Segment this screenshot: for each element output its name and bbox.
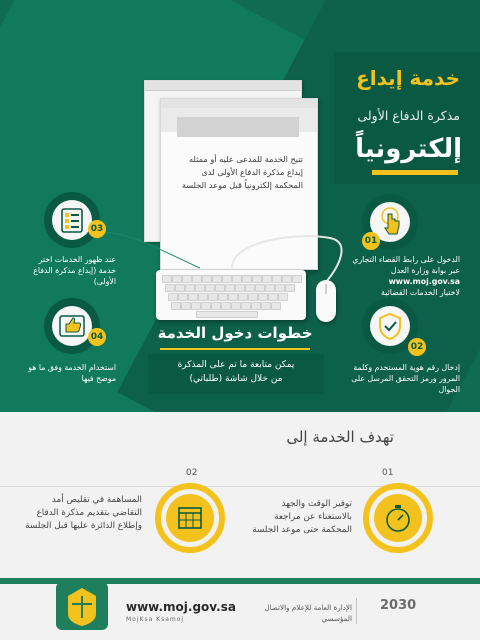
mouse: [316, 280, 336, 322]
moj-link[interactable]: www.moj.gov.sa: [388, 277, 460, 286]
step-01-description: الدخول على رابط القضاء التجاري عبر بوابة وزارة العدل: [352, 255, 460, 275]
entry-steps-text: [148, 358, 324, 386]
keyboard-key: [241, 302, 251, 310]
checklist-icon: [52, 200, 92, 240]
aim-02-number: 02: [186, 468, 198, 478]
page-title: خدمة إيداع: [356, 66, 460, 90]
keyboard-key: [251, 302, 261, 310]
keyboard-key: [165, 284, 175, 292]
step-03-inner: [52, 200, 92, 240]
keyboard-key: [245, 284, 255, 292]
keyboard-key: [171, 302, 181, 310]
keyboard-key: [181, 302, 191, 310]
keyboard-key: [261, 302, 271, 310]
keyboard-key: [275, 284, 285, 292]
keyboard-key: [285, 284, 295, 292]
aim-02-graphic: [152, 480, 228, 556]
thumbs-up-icon: [52, 306, 92, 346]
keyboard-key: [258, 293, 268, 301]
keyboard-key: [218, 293, 228, 301]
keyboard-key: [225, 284, 235, 292]
step-02-number: 02: [408, 338, 426, 356]
entry-steps-title: خطوات دخول الخدمة: [157, 324, 313, 342]
keyboard-key: [268, 293, 278, 301]
keyboard-key: [282, 275, 292, 283]
keyboard-key: [248, 293, 258, 301]
department-name: الإدارة العامة للإعلام والاتصال المؤسسي: [264, 603, 352, 623]
vision-text: 2030: [380, 598, 417, 613]
step-02-inner: [370, 306, 410, 346]
keyboard-key: [252, 275, 262, 283]
keyboard-key: [265, 284, 275, 292]
keyboard-key: [232, 275, 242, 283]
page-subtitle: مذكرة الدفاع الأولى: [357, 108, 460, 123]
keyboard-key: [242, 275, 252, 283]
keyboard-key: [182, 275, 192, 283]
keyboard-key: [272, 275, 282, 283]
step-02-text: إدخال رقم هوية المستخدم وكلمة المرور ورمز التحقق المرسل على الجوال: [351, 363, 460, 394]
moj-logo: [52, 572, 112, 634]
keyboard-key: [198, 293, 208, 301]
keyboard: [156, 270, 306, 320]
keyboard-key: [221, 302, 231, 310]
keyboard-key: [162, 275, 172, 283]
footer-url[interactable]: www.moj.gov.sa: [126, 600, 236, 614]
entry-steps-line2: من خلال شاشة (طلباتي): [189, 374, 283, 384]
aim-01-graphic: [360, 480, 436, 556]
keyboard-key: [201, 302, 211, 310]
keyboard-key: [202, 275, 212, 283]
step-04-text: استخدام الخدمة وفق ما هو موضح فيها: [28, 363, 116, 383]
step-01-text: [340, 254, 460, 298]
keyboard-key: [292, 275, 302, 283]
keyboard-key: [188, 293, 198, 301]
service-description: تتيح الخدمة للمدعى عليه أو ممثله إيداع مذكرة الدفاع الأولى لدى المحكمة إلكترونياً قبل موعد الجلسة: [181, 154, 303, 190]
keyboard-key: [205, 284, 215, 292]
page-title-emphasis: إلكترونياً: [355, 134, 462, 164]
keyboard-key: [231, 302, 241, 310]
keyboard-key: [212, 275, 222, 283]
step-01-extra: لاختيار الخدمات القضائية: [381, 288, 460, 297]
keyboard-key: [195, 284, 205, 292]
shield-check-icon: [370, 306, 410, 346]
footer-divider: [356, 598, 357, 624]
keyboard-key: [168, 293, 178, 301]
step-01-number: 01: [362, 232, 380, 250]
step-03-text: عند ظهور الخدمات اختر خدمة (إيداع مذكرة الدفاع الأولى): [33, 255, 116, 286]
keyboard-key: [175, 284, 185, 292]
keyboard-key: [238, 293, 248, 301]
keyboard-key: [192, 275, 202, 283]
keyboard-spacebar: [196, 311, 258, 318]
keyboard-key: [215, 284, 225, 292]
step-03-number: 03: [88, 220, 106, 238]
aim-01-number: 01: [382, 468, 394, 478]
step-04-inner: [52, 306, 92, 346]
vision-2030-logo: [380, 592, 422, 622]
aim-01-text: توفير الوقت والجهد بالاستغناء عن مراجعة المحكمة حتى موعد الجلسة: [252, 499, 352, 535]
entry-steps-line1: يمكن متابعة ما تم على المذكرة: [177, 360, 295, 370]
keyboard-key: [278, 293, 288, 301]
aim-02-text: المساهمة في تقليص أمد التقاضي بتقديم مذكرة الدفاع وإطلاع الدائرة عليها قبل الجلسة: [25, 495, 142, 531]
keyboard-key: [228, 293, 238, 301]
keyboard-key: [235, 284, 245, 292]
keyboard-key: [191, 302, 201, 310]
keyboard-key: [178, 293, 188, 301]
social-handles: MojKsa Ksamoj: [126, 616, 185, 623]
keyboard-key: [211, 302, 221, 310]
keyboard-key: [222, 275, 232, 283]
keyboard-key: [185, 284, 195, 292]
entry-steps-underline: [160, 348, 310, 350]
step-04-number: 04: [88, 328, 106, 346]
keyboard-key: [172, 275, 182, 283]
keyboard-key: [255, 284, 265, 292]
keyboard-key: [271, 302, 281, 310]
aims-title: تهدف الخدمة إلى: [286, 428, 394, 446]
keyboard-key: [208, 293, 218, 301]
keyboard-key: [262, 275, 272, 283]
